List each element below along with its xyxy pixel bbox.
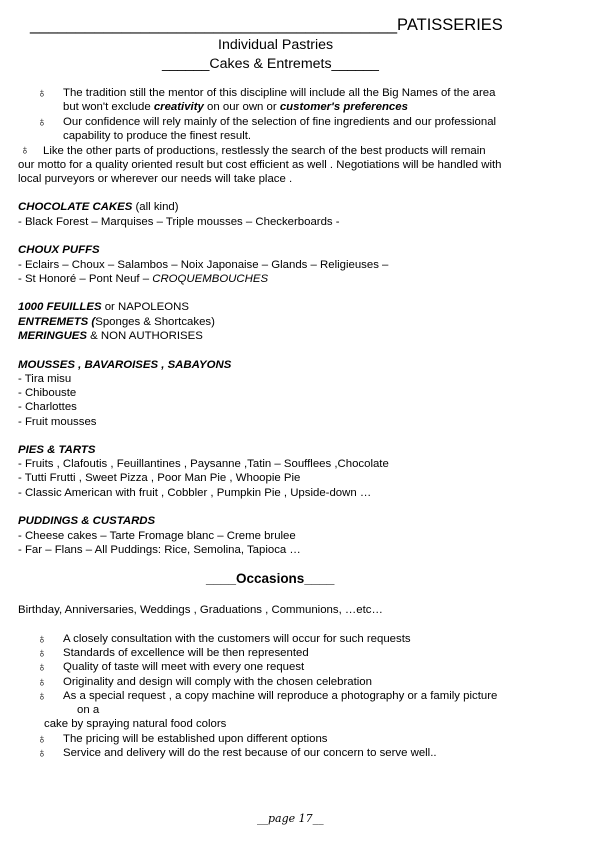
section-pies-tarts: PIES & TARTS xyxy=(18,444,96,456)
bullet-icon: ♁ xyxy=(37,631,47,646)
bullet-icon: ♁ xyxy=(37,745,47,760)
bullet-icon: ♁ xyxy=(37,659,47,674)
bullet-icon: ♁ xyxy=(37,688,47,703)
section-puddings: PUDDINGS & CUSTARDS xyxy=(18,515,156,527)
intro-text: Like the other parts of productions, restlessly the search of the best products will remain xyxy=(43,145,486,157)
section-entremets: ENTREMETS (Sponges & Shortcakes) xyxy=(18,316,215,328)
list-item: - Fruits , Clafoutis , Feuillantines , Paysanne ,Tatin – Soufflees ,Chocolate xyxy=(18,458,389,470)
list-item: - Cheese cakes – Tarte Fromage blanc – Creme brulee xyxy=(18,530,296,542)
list-item: Originality and design will comply with the chosen celebration xyxy=(63,676,372,688)
section-occasions: ____Occasions____ xyxy=(206,571,335,586)
subtitle: Individual Pastries xyxy=(218,37,334,53)
intro-text: capability to produce the finest result. xyxy=(63,130,252,142)
list-item: - Tutti Frutti , Sweet Pizza , Poor Man Pie , Whoopie Pie xyxy=(18,472,301,484)
list-item: - Classic American with fruit , Cobbler , Pumpkin Pie , Upside-down … xyxy=(18,487,372,499)
bullet-icon: ♁ xyxy=(37,674,47,689)
section-mousses: MOUSSES , BAVAROISES , SABAYONS xyxy=(18,359,232,371)
section-choux-puffs: CHOUX PUFFS xyxy=(18,244,100,256)
intro-text: The tradition still the mentor of this discipline will include all the Big Names of the area xyxy=(63,87,496,99)
list-item: - Charlottes xyxy=(18,401,77,413)
list-item: As a special request , a copy machine will reproduce a photography or a family picture xyxy=(63,690,498,702)
list-item: - Tira misu xyxy=(18,373,72,385)
occasions-line: Birthday, Anniversaries, Weddings , Graduations , Communions, …etc… xyxy=(18,604,383,616)
list-item: Quality of taste will meet with every one request xyxy=(63,661,305,673)
list-item: - Far – Flans – All Puddings: Rice, Semolina, Tapioca … xyxy=(18,544,301,556)
list-item: A closely consultation with the customers will occur for such requests xyxy=(63,633,411,645)
bullet-icon: ♁ xyxy=(20,142,30,157)
list-item: The pricing will be established upon different options xyxy=(63,733,328,745)
subtitle-cakes-entremets: ______Cakes & Entremets______ xyxy=(162,56,379,72)
list-item: - Fruit mousses xyxy=(18,416,97,428)
section-meringues: MERINGUES & NON AUTHORISES xyxy=(18,330,203,342)
list-item: - Black Forest – Marquises – Triple mousses – Checkerboards - xyxy=(18,216,340,228)
list-item: Service and delivery will do the rest because of our concern to serve well.. xyxy=(63,747,437,759)
bullet-icon: ♁ xyxy=(37,731,47,746)
list-item: - Eclairs – Choux – Salambos – Noix Japonaise – Glands – Religieuses – xyxy=(18,259,389,271)
list-item: - Chibouste xyxy=(18,387,77,399)
bullet-icon: ♁ xyxy=(37,85,47,100)
list-item: - St Honoré – Pont Neuf – CROQUEMBOUCHES xyxy=(18,273,269,285)
list-item: Standards of excellence will be then represented xyxy=(63,647,309,659)
list-item: on a xyxy=(77,704,100,716)
intro-text: local purveyors or wherever our needs will take place . xyxy=(18,173,293,185)
bullet-icon: ♁ xyxy=(37,114,47,129)
intro-text: Our confidence will rely mainly of the selection of fine ingredients and our professional xyxy=(63,116,497,128)
section-1000-feuilles: 1000 FEUILLES or NAPOLEONS xyxy=(18,301,189,313)
page-number: __page 17__ xyxy=(257,812,324,825)
intro-text: but won't exclude creativity on our own or customer's preferences xyxy=(63,101,408,113)
page-title: ________________________________________PATISSERIES xyxy=(30,16,503,34)
list-item: cake by spraying natural food colors xyxy=(44,718,227,730)
bullet-icon: ♁ xyxy=(37,645,47,660)
intro-text: our motto for a quality oriented result but cost efficient as well . Negotiations will be handled with xyxy=(18,159,502,171)
section-chocolate-cakes: CHOCOLATE CAKES (all kind) xyxy=(18,201,179,213)
